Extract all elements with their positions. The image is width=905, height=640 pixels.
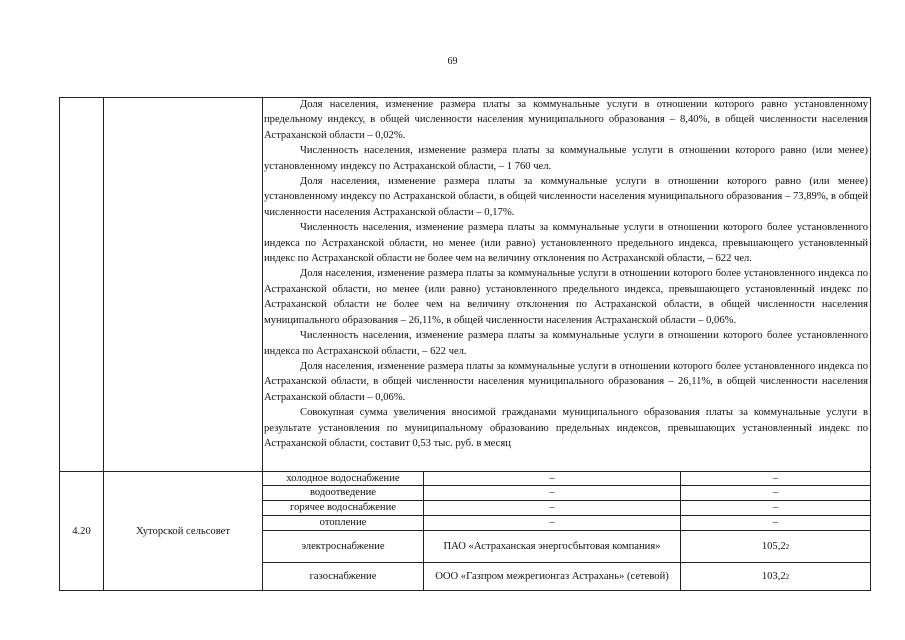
- row-number: 4.20: [72, 525, 91, 537]
- service-value: 103,2 2: [761, 571, 790, 582]
- page-number: 69: [447, 56, 458, 67]
- service-provider: –: [549, 487, 555, 498]
- service-provider: ПАО «Астраханская энергосбытовая компания»: [443, 540, 661, 552]
- service-name: газоснабжение: [309, 571, 377, 582]
- service-name: отопление: [319, 517, 367, 528]
- paragraph: Численность населения, изменение размера платы за коммунальные услуги в отношении которого более установленного индекса по Астраханской области, но менее (или равно) установленного предельного индекса, превышающего установленный индекс по Астраханской области не более чем на величину отклонения по Астраханской области, – 622 чел.: [264, 222, 868, 265]
- paragraph: Доля населения, изменение размера платы за коммунальные услуги в отношении которого равно установленному предельному индексу, в общей численности населения муниципального образования – 8,40%, в общей численности населения Астраханской области – 0,02%.: [264, 99, 868, 141]
- service-name: горячее водоснабжение: [290, 502, 396, 513]
- paragraph: Совокупная сумма увеличения вносимой гражданами муниципального образования платы за коммунальные услуги в результате установления по муниципальному образованию предельных индексов, превышающих установленный индекс по Астраханской области, составит 0,53 тыс. руб. в месяц: [264, 407, 868, 449]
- municipality-name: Хуторской сельсовет: [136, 525, 230, 537]
- value-number: 105,2: [761, 540, 786, 552]
- paragraph: Численность населения, изменение размера платы за коммунальные услуги в отношении которого более установленного индекса по Астраханской области, – 622 чел.: [264, 330, 868, 357]
- service-value: –: [772, 517, 779, 528]
- service-name: водоотведение: [309, 487, 377, 498]
- paragraph: Доля населения, изменение размера платы за коммунальные услуги в отношении которого более установленного индекса по Астраханской области, но менее (или равно) установленного предельного индекса, превышающего установленный индекс по Астраханской области не более чем на величину отклонения по Астраханской области, в общей численности населения муниципального образования – 26,11%, в общей численности населения Астраханской области – 0,06%.: [264, 268, 868, 326]
- service-value: –: [772, 502, 779, 513]
- service-provider: ООО «Газпром межрегионгаз Астрахань» (сетевой): [435, 571, 669, 582]
- paragraph: Доля населения, изменение размера платы за коммунальные услуги в отношении которого равно (или менее) установленному индексу по Астраханской области, в общей численности населения муниципального образования – 73,89%, в общей численности населения Астраханской области – 0,17%.: [264, 176, 868, 218]
- service-provider: –: [549, 472, 555, 484]
- service-name: холодное водоснабжение: [286, 472, 400, 484]
- service-value: –: [772, 472, 779, 484]
- service-value: –: [772, 487, 779, 498]
- service-provider: –: [549, 517, 555, 528]
- paragraph: Доля населения, изменение размера платы за коммунальные услуги в отношении которого более установленного индекса по Астраханской области, в общей численности населения муниципального образования – 26,11%, в общей численности населения Астраханской области – 0,06%.: [264, 360, 868, 403]
- service-value: 105,2 2: [761, 540, 790, 552]
- body-text: [264, 97, 868, 451]
- service-provider: –: [549, 502, 555, 513]
- service-name: электроснабжение: [301, 540, 385, 552]
- paragraph: Численность населения, изменение размера платы за коммунальные услуги в отношении которого равно (или менее) установленному индексу по Астраханской области, – 1 760 чел.: [264, 145, 868, 172]
- value-number: 103,2: [761, 571, 786, 582]
